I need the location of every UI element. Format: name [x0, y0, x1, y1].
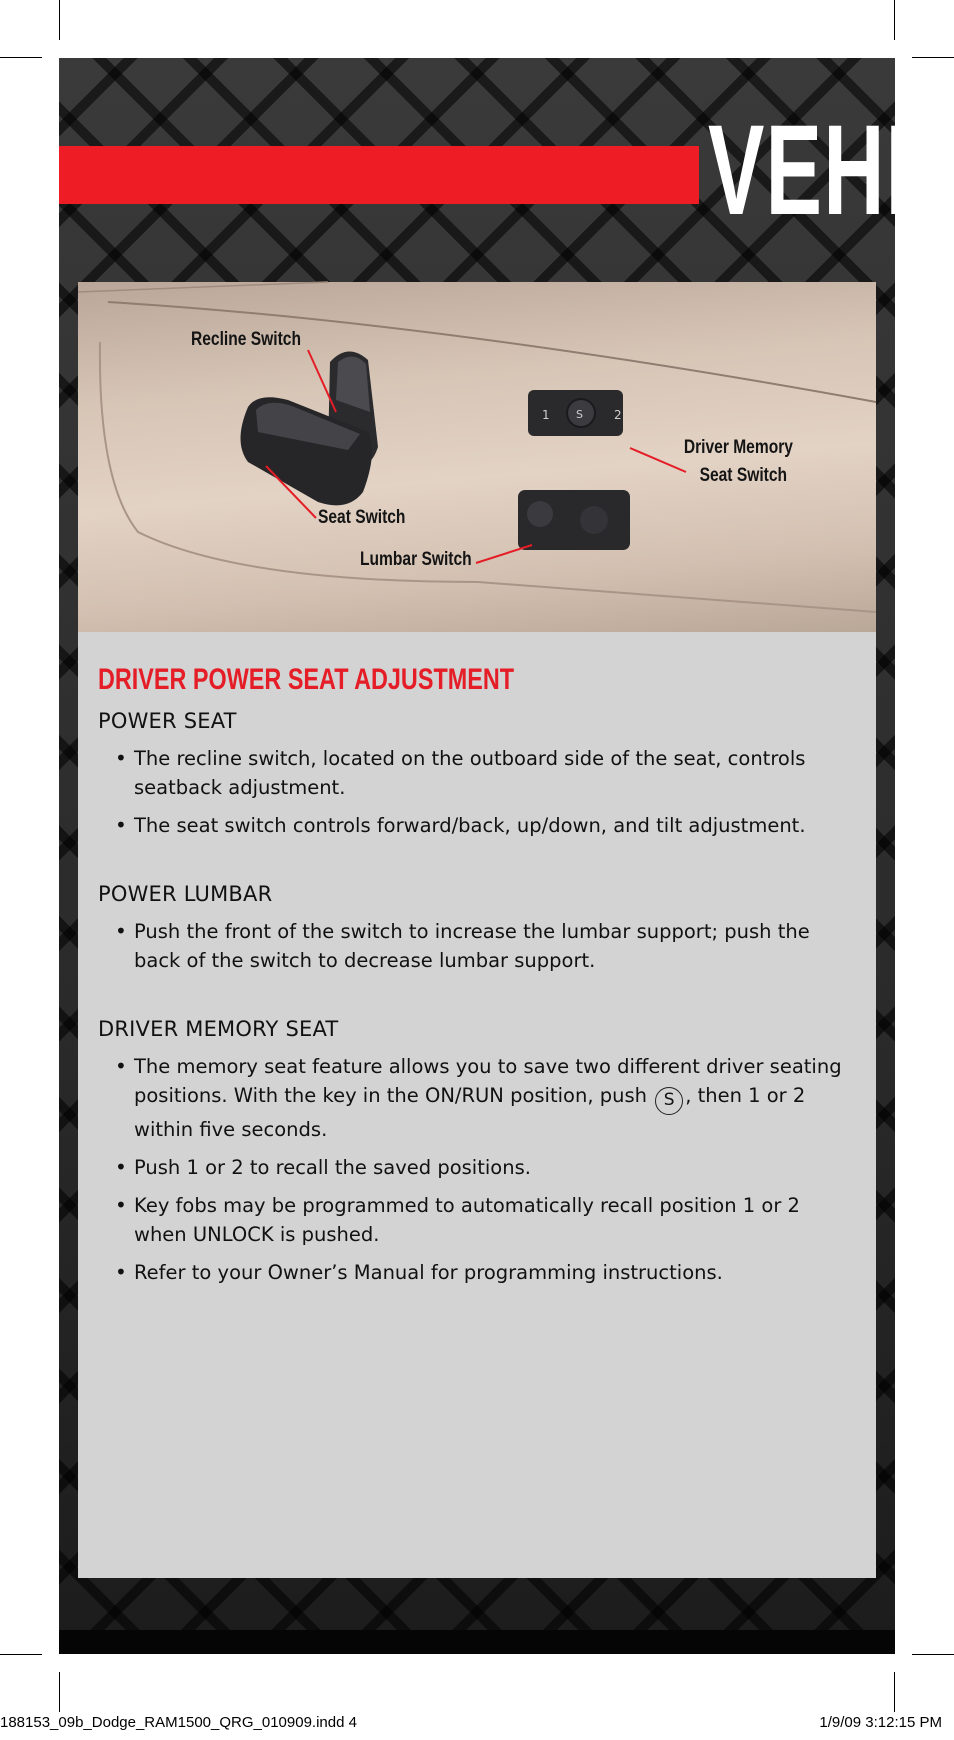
power-lumbar-list — [98, 917, 858, 975]
page-bottom-band — [59, 1630, 895, 1654]
callout-lumbar-switch: Lumbar Switch — [360, 549, 472, 570]
crop-mark — [0, 57, 42, 58]
power-seat-heading: POWER SEAT — [98, 709, 237, 733]
crop-mark — [912, 57, 954, 58]
list-item: • The recline switch, located on the outboard side of the seat, controls seatback adjustment. — [98, 744, 858, 802]
seat-controls-photo — [78, 282, 876, 632]
section-title: DRIVER POWER SEAT ADJUSTMENT — [98, 663, 515, 696]
crop-mark — [0, 1654, 42, 1655]
list-item: • Push 1 or 2 to recall the saved positions. — [98, 1153, 858, 1182]
callout-seat-switch: Seat Switch — [318, 507, 406, 528]
crop-mark — [59, 1672, 60, 1712]
list-item: • Key fobs may be programmed to automatically recall position 1 or 2 when UNLOCK is pushed. — [98, 1191, 858, 1249]
footer-timestamp: 1/9/09 3:12:15 PM — [819, 1714, 942, 1731]
crop-mark — [59, 0, 60, 40]
memory-button-1: 1 — [542, 408, 550, 422]
list-item: • Refer to your Owner’s Manual for programming instructions. — [98, 1258, 858, 1287]
callout-memory-line-2: Seat Switch — [699, 465, 788, 486]
power-lumbar-heading: POWER LUMBAR — [98, 882, 273, 906]
memory-seat-heading: DRIVER MEMORY SEAT — [98, 1017, 339, 1041]
s-button-icon: S — [655, 1087, 683, 1115]
memory-button-s: S — [576, 408, 583, 421]
page-title: VEHI — [708, 99, 911, 242]
list-item: • The seat switch controls forward/back, up/down, and tilt adjustment. — [98, 811, 858, 840]
memory-bullet-text: The memory seat feature allows you to save two different driver seating positions. With the key in the ON/RUN position, push — [134, 1055, 842, 1107]
crop-mark — [912, 1654, 954, 1655]
crop-mark — [894, 1672, 895, 1712]
header-accent-bar — [59, 146, 699, 204]
callout-memory-line-1: Driver Memory — [683, 437, 793, 458]
list-item — [98, 1052, 858, 1144]
callout-recline-switch: Recline Switch — [191, 329, 301, 350]
callout-driver-memory-seat-switch — [681, 434, 796, 490]
crop-mark — [894, 0, 895, 40]
content-body — [98, 660, 858, 1296]
memory-bullet-text-end: , then 1 or 2 within five seconds. — [134, 1084, 806, 1141]
memory-button-2: 2 — [614, 408, 622, 422]
memory-seat-list — [98, 1052, 858, 1287]
power-seat-list — [98, 744, 858, 840]
list-item: • Push the front of the switch to increase the lumbar support; push the back of the switch to decrease lumbar support. — [98, 917, 858, 975]
footer-file-name: 188153_09b_Dodge_RAM1500_QRG_010909.indd 4 — [0, 1714, 357, 1731]
